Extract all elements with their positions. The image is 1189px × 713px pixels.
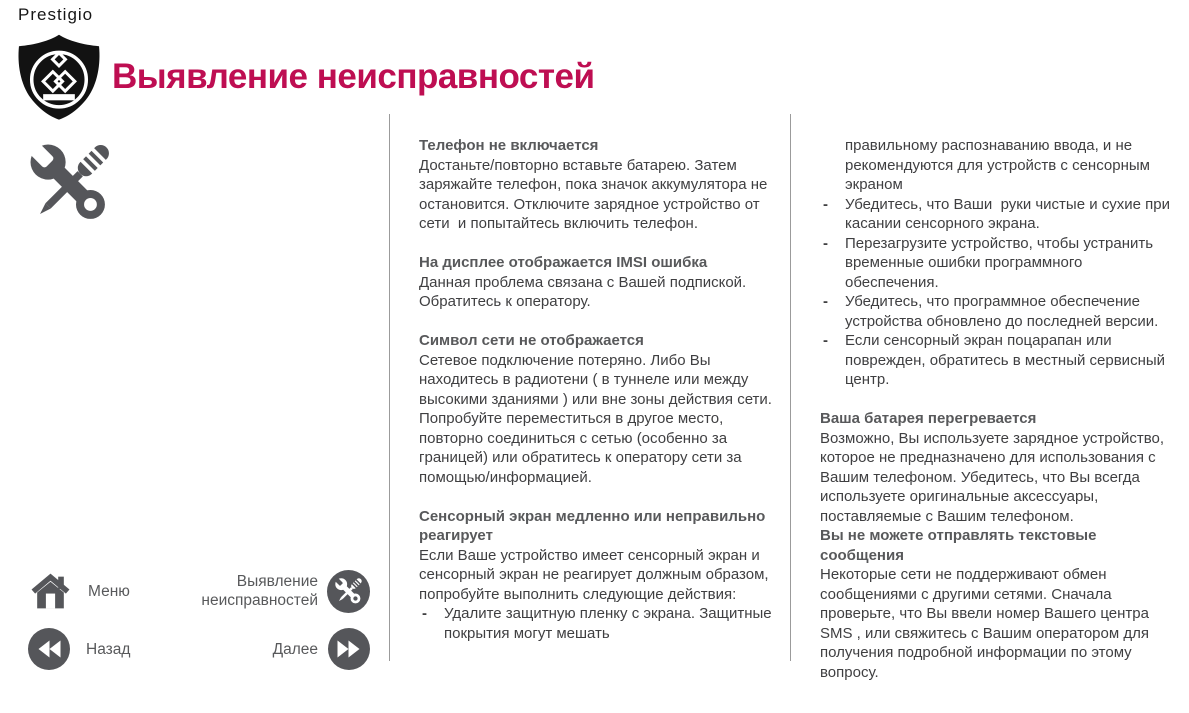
menu-button[interactable] [30,566,180,616]
bullet-item [419,604,776,643]
section-label: Выявление неисправностей [201,573,318,609]
back-label: Назад [86,640,131,658]
rewind-icon [28,628,70,670]
bullet-dash: - [823,234,828,252]
paragraph: Сетевое подключение потеряно. Либо Вы находитесь в радиотени ( в туннеле или между высокими зданиями ) или вне зоны действия сети. Попробуйте переместиться в другое место, повторно соединиться с сетью (особенно за границей) или обратитесь к оператору сети за помощью/информацией. [419,351,777,486]
home-icon [30,570,71,612]
right-column [790,114,1189,681]
next-button[interactable] [185,626,370,672]
section-heading: Вы не можете отправлять текстовые сообщения [820,527,1101,564]
paragraph: Достаньте/повторно вставьте батарею. Затем заряжайте телефон, пока значок аккумулятора не остановится. Отключите зарядное устройство от сети и попытайтесь включить телефон. [419,156,772,232]
bullet-text: Удалите защитную пленку с экрана. Защитные покрытия могут мешать [444,605,776,642]
prestigio-shield-logo [14,33,104,121]
bullet-dash: - [823,293,828,310]
wrench-screwdriver-circle-icon [327,570,370,613]
left-column [389,114,790,661]
bullet-item [820,195,1175,234]
section-indicator[interactable] [180,564,370,618]
paragraph: Некоторые сети не поддерживают обмен сообщениями с другими сетями. Сначала проверьте, что Вы ввели номер Вашего центра SMS , или свяжитесь с Вашим оператором для получения подробной информации по этому вопросу. [820,566,1154,681]
menu-label: Меню [88,582,130,600]
page-title: Выявление неисправностей [112,57,595,96]
bullet-text: Убедитесь, что программное обеспечение устройства обновлено до последней версии. [845,293,1159,330]
bullet-dash: - [823,332,828,349]
back-button[interactable] [28,626,178,672]
bullet-dash: - [823,195,828,213]
section-heading: Символ сети не отображается [419,332,644,349]
paragraph: правильному распознаванию ввода, и не рекомендуются для устройств с сенсорным экраном [845,137,1155,193]
bullet-item [820,331,1175,390]
prestigio-wordmark: Prestigio [18,5,94,24]
section-heading: Сенсорный экран медленно или неправильно реагирует [419,507,770,544]
bullet-text: Убедитесь, что Ваши руки чистые и сухие при касании сенсорного экрана. [845,195,1175,232]
bullet-dash: - [422,605,427,622]
paragraph: Если Ваше устройство имеет сенсорный экран и сенсорный экран не реагирует должным образом, попробуйте выполнить следующие действия: [419,546,773,603]
section-heading: Телефон не включается [419,137,599,154]
next-label: Далее [272,640,318,658]
bullet-item [820,292,1175,331]
fast-forward-icon [328,628,370,670]
bullet-text: Перезагрузите устройство, чтобы устранить временные ошибки программного обеспечения. [845,234,1158,291]
bullet-item [820,234,1175,293]
paragraph: Данная проблема связана с Вашей подпиской. Обратитесь к оператору. [419,273,751,310]
section-heading: Ваша батарея перегревается [820,410,1037,427]
bullet-list [419,604,776,643]
paragraph: Возможно, Вы используете зарядное устройство, которое не предназначено для использования с Вашим телефоном. Убедитесь, что Вы всегда используете оригинальные аксессуары, поставляемые с Вашим телефоном. [820,429,1169,525]
section-heading: На дисплее отображается IMSI ошибка [419,254,708,271]
wrench-screwdriver-icon [6,122,134,246]
bullet-list [820,195,1175,390]
bullet-text: Если сенсорный экран поцарапан или поврежден, обратитесь в местный сервисный центр. [845,332,1170,388]
